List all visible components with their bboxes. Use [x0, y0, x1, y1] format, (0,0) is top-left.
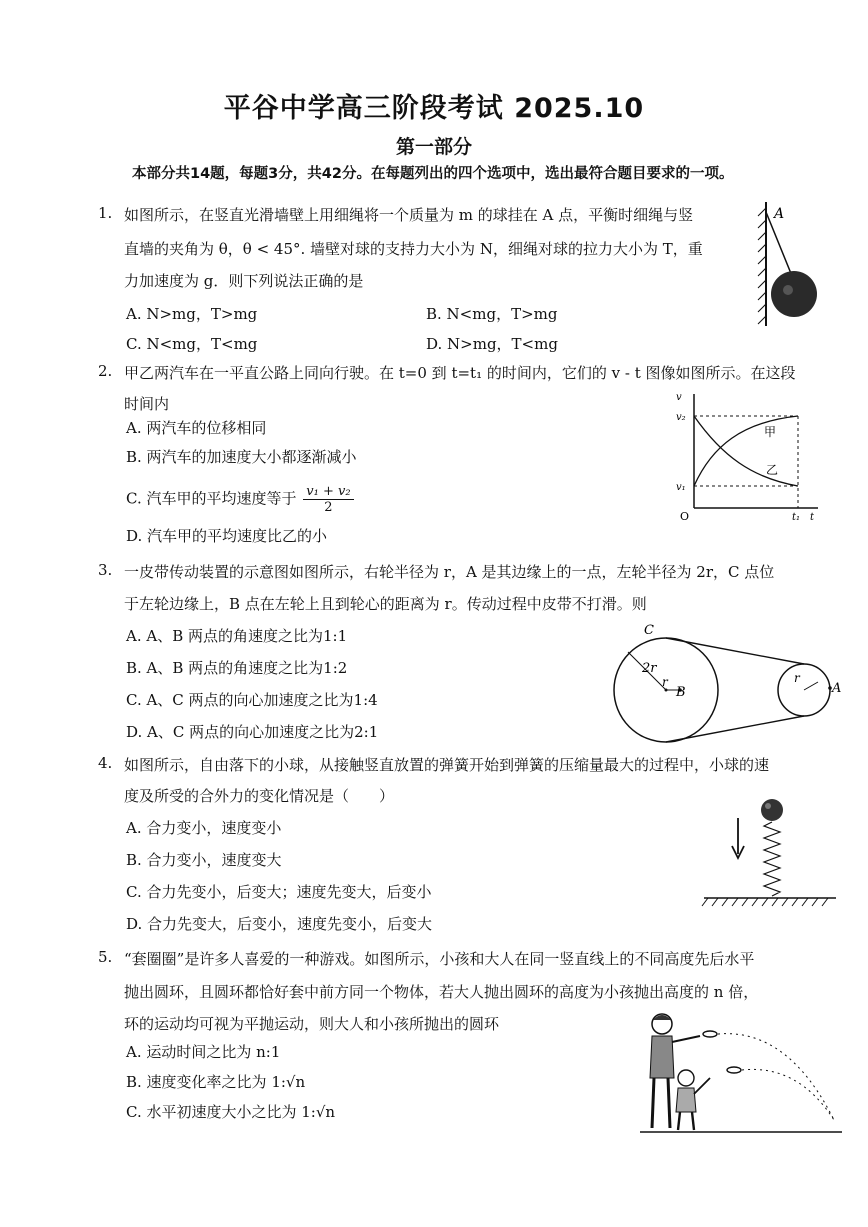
- option-d[interactable]: D. N>mg，T<mg: [426, 335, 558, 353]
- option-a[interactable]: A. A、B 两点的角速度之比为1:1: [126, 627, 348, 645]
- option-d[interactable]: D. A、C 两点的向心加速度之比为2:1: [126, 723, 379, 741]
- belt-pulley-figure: [606, 620, 844, 762]
- option-a[interactable]: A. 合力变小，速度变小: [126, 819, 282, 837]
- option-c[interactable]: [126, 484, 354, 515]
- point-a-label: A: [774, 206, 785, 222]
- fraction-numerator: v₁ + v₂: [303, 484, 353, 500]
- question-number: 4.: [98, 754, 113, 772]
- question-text-line: “套圈圈”是许多人喜爱的一种游戏。如图所示，小孩和大人在同一竖直线上的不同高度先后水平: [124, 950, 755, 968]
- option-b[interactable]: B. A、B 两点的角速度之比为1:2: [126, 659, 348, 677]
- question-text-line: 力加速度为 g．则下列说法正确的是: [124, 272, 364, 290]
- question-number: 3.: [98, 561, 113, 579]
- question-text-line: 时间内: [124, 395, 170, 413]
- question-text-line: 于左轮边缘上，B 点在左轮上且到轮心的距离为 r。传动过程中皮带不打滑。则: [124, 595, 647, 613]
- v-t-graph-figure: [672, 386, 822, 524]
- question-number: 1.: [98, 204, 113, 222]
- question-text-line: 如图所示，在竖直光滑墙壁上用细绳将一个质量为 m 的球挂在 A 点，平衡时细绳与竖: [124, 206, 694, 224]
- question-text-line: 抛出圆环，且圆环都恰好套中前方同一个物体，若大人抛出圆环的高度为小孩抛出高度的 n 倍，: [124, 983, 759, 1001]
- option-b[interactable]: B. N<mg，T>mg: [426, 305, 558, 323]
- radius-r-right-label: r: [794, 671, 800, 685]
- option-b[interactable]: B. 合力变小，速度变大: [126, 851, 282, 869]
- point-a-label: A: [832, 681, 842, 696]
- ball-spring-figure: [700, 792, 840, 910]
- option-c[interactable]: C. A、C 两点的向心加速度之比为1:4: [126, 691, 378, 709]
- question-text-line: 环的运动均可视为平抛运动，则大人和小孩所抛出的圆环: [124, 1015, 500, 1033]
- section-instructions: 本部分共14题，每题3分，共42分。在每题列出的四个选项中，选出最符合题目要求的一项。: [132, 166, 734, 182]
- option-c-text: C. 汽车甲的平均速度等于: [126, 489, 297, 508]
- question-number: 2.: [98, 362, 113, 380]
- v2-label: v₂: [676, 412, 686, 423]
- option-a[interactable]: A. 运动时间之比为 n:1: [126, 1043, 281, 1061]
- option-c[interactable]: C. N<mg，T<mg: [126, 335, 258, 353]
- question-text-line: 度及所受的合外力的变化情况是（ ）: [124, 787, 395, 805]
- section-heading: 第一部分: [395, 136, 472, 158]
- fraction: [303, 484, 353, 515]
- origin-label: O: [680, 510, 690, 523]
- exam-title: 平谷中学高三阶段考试 2025.10: [223, 93, 645, 124]
- fraction-denominator: 2: [324, 500, 333, 515]
- option-b[interactable]: B. 速度变化率之比为 1:√n: [126, 1073, 306, 1091]
- curve-jia-label: 甲: [764, 425, 777, 439]
- t-axis-label: t: [810, 512, 815, 523]
- wall-ball-figure: [752, 198, 824, 330]
- question-text-line: 甲乙两汽车在一平直公路上同向行驶。在 t=0 到 t=t₁ 的时间内，它们的 v - t 图像如图所示。在这段: [124, 364, 796, 382]
- ring-toss-figure: [638, 1008, 844, 1136]
- v-axis-label: v: [676, 392, 682, 403]
- option-a[interactable]: A. 两汽车的位移相同: [126, 419, 267, 437]
- question-text-line: 如图所示，自由落下的小球，从接触竖直放置的弹簧开始到弹簧的压缩量最大的过程中，小球的速: [124, 756, 770, 774]
- option-b[interactable]: B. 两汽车的加速度大小都逐渐减小: [126, 448, 357, 466]
- curve-yi-label: 乙: [766, 463, 779, 477]
- question-text-line: 直墙的夹角为 θ，θ < 45°. 墙壁对球的支持力大小为 N，细绳对球的拉力大小为 T，重: [124, 240, 703, 258]
- radius-2r-label: 2r: [642, 661, 657, 676]
- t1-label: t₁: [792, 512, 801, 523]
- option-a[interactable]: A. N>mg，T>mg: [126, 305, 258, 323]
- option-c[interactable]: C. 合力先变小，后变大；速度先变大，后变小: [126, 883, 432, 901]
- point-c-label: C: [644, 623, 654, 638]
- v1-label: v₁: [676, 482, 686, 493]
- option-d[interactable]: D. 汽车甲的平均速度比乙的小: [126, 527, 328, 545]
- option-c[interactable]: C. 水平初速度大小之比为 1:√n: [126, 1103, 336, 1121]
- option-d[interactable]: D. 合力先变大，后变小，速度先变小，后变大: [126, 915, 433, 933]
- question-text-line: 一皮带传动装置的示意图如图所示，右轮半径为 r，A 是其边缘上的一点，左轮半径为 2r，C 点位: [124, 563, 775, 581]
- radius-r-left-label: r: [662, 675, 668, 689]
- point-b-label: B: [676, 685, 686, 700]
- question-number: 5.: [98, 948, 113, 966]
